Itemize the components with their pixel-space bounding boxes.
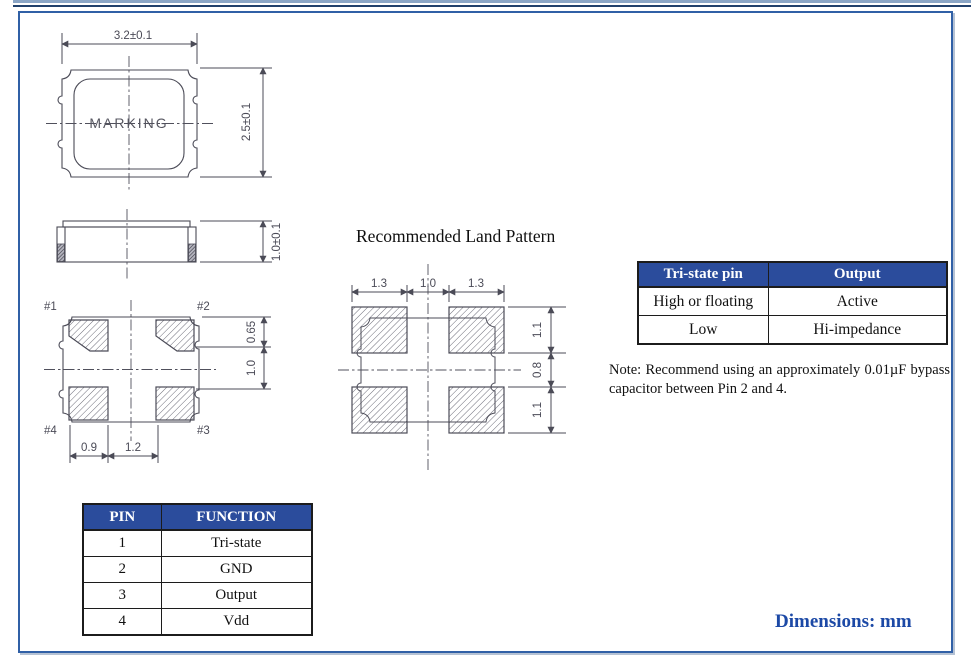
pin-function-cell: GND [161, 557, 312, 583]
pin-table-row [83, 530, 312, 557]
tristate-table [637, 261, 948, 345]
tristate-cell: High or floating [638, 287, 768, 316]
land-pattern-title: Recommended Land Pattern [356, 226, 556, 246]
land-pattern-drawing [338, 264, 566, 473]
pin3-label: #3 [197, 425, 210, 437]
pin-number-cell: 3 [83, 583, 161, 609]
pin-table-row [83, 583, 312, 609]
pad-1 [69, 320, 108, 351]
bypass-capacitor-note: Note: Recommend using an approximately 0.01µF bypass capacitor between Pin 2 and 4. [609, 362, 950, 398]
side-view-lid [63, 221, 190, 227]
side-view-drawing [57, 209, 283, 281]
tristate-row [638, 316, 947, 345]
land-pad-bottom-left [352, 387, 407, 433]
pin-function-table [82, 503, 313, 636]
tristate-cell: Low [638, 316, 768, 345]
pin1-label: #1 [44, 301, 57, 313]
dimensions-unit-label: Dimensions: mm [775, 611, 912, 632]
pad-3 [156, 387, 194, 420]
pin-function-cell: Tri-state [161, 530, 312, 557]
pin-function-cell: Vdd [161, 609, 312, 636]
tristate-header-row [638, 262, 947, 287]
pin4-label: #4 [44, 425, 57, 437]
pin-table-header-function: FUNCTION [161, 504, 312, 530]
marking-label: MARKING [89, 115, 169, 131]
land-row-gap-dim: 0.8 [532, 362, 544, 378]
side-view-body [57, 227, 196, 262]
bottom-right-extension-lines [196, 317, 271, 389]
bottom-view-drawing [44, 300, 271, 463]
pad-width-dim: 0.9 [81, 442, 97, 454]
pin-table-header-row [83, 504, 312, 530]
land-pad-top-right [449, 307, 504, 353]
pin-table-header-pin: PIN [83, 504, 161, 530]
pad-height-dim: 0.65 [246, 320, 258, 344]
pin-table-row [83, 609, 312, 636]
pad-spacing-dim: 1.2 [125, 442, 141, 454]
side-view-terminal-lines [65, 227, 188, 262]
top-view-height-dim: 2.5±0.1 [241, 102, 253, 142]
pad-gap-dim: 1.0 [246, 360, 258, 376]
tristate-header-output: Output [768, 262, 947, 287]
tristate-header-pin: Tri-state pin [638, 262, 768, 287]
land-pad-top-left [352, 307, 407, 353]
side-view-terminal-left [58, 244, 65, 262]
pin-function-cell: Output [161, 583, 312, 609]
land-pad-height-top-dim: 1.1 [532, 322, 544, 338]
side-view-terminal-right [189, 244, 196, 262]
pin-number-cell: 4 [83, 609, 161, 636]
tristate-cell: Active [768, 287, 947, 316]
top-view-drawing [46, 30, 272, 192]
pin-number-cell: 1 [83, 530, 161, 557]
tristate-row [638, 287, 947, 316]
land-pad-gap-dim: 1.0 [420, 278, 436, 290]
tristate-cell: Hi-impedance [768, 316, 947, 345]
pad-2 [156, 320, 194, 351]
land-pad-width-right-dim: 1.3 [468, 278, 484, 290]
land-pad-width-left-dim: 1.3 [371, 278, 387, 290]
pad-4 [69, 387, 108, 420]
land-pad-height-bottom-dim: 1.1 [532, 402, 544, 418]
land-pad-bottom-right [449, 387, 504, 433]
side-dim-extension-lines [200, 221, 272, 262]
pin2-label: #2 [197, 301, 210, 313]
side-view-height-dim: 1.0±0.1 [271, 222, 283, 262]
top-view-width-dim: 3.2±0.1 [113, 30, 153, 42]
pin-number-cell: 2 [83, 557, 161, 583]
pin-table-row [83, 557, 312, 583]
